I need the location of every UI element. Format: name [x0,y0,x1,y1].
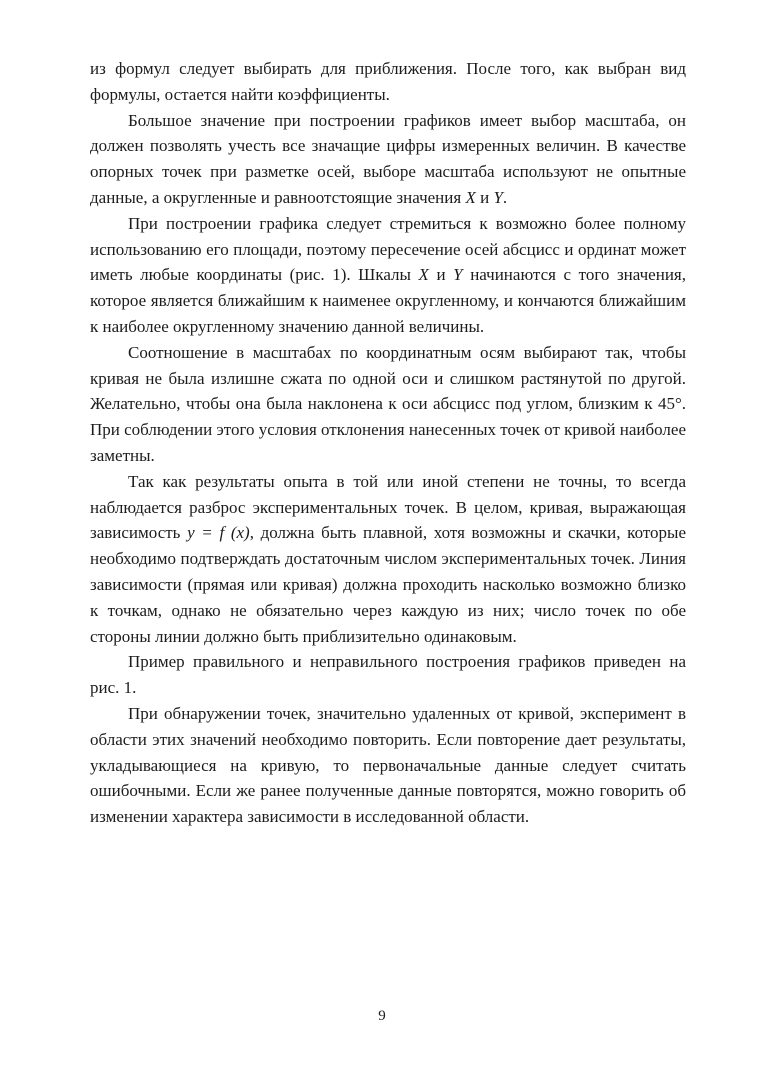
paragraph: Пример правильного и неправильного построения графиков приведен на рис. 1. [90,652,686,698]
paragraph: Большое значение при построении графиков имеет выбор масштаба, он должен позволять учесть все значащие цифры измеренных величин. В качестве опорных точек при разметке осей, выборе масштаба используют не опытные данные, а округленные и равноотстоящие значения X и Y. [90,110,686,207]
page-body-text [90,56,686,830]
paragraph: Так как результаты опыта в той или иной степени не точны, то всегда наблюдается разброс экспериментальных точек. В целом, кривая, выражающая зависимость y = f (x), должна быть плавной, хотя возможны и скачки, которые необходимо подтверждать достаточным числом экспериментальных точек. Линия зависимости (прямая или кривая) должна проходить насколько возможно близко к точкам, однако не обязательно через каждую из них; число точек по обе стороны линии должно быть приблизительно одинаковым. [90,471,687,646]
paragraph: Соотношение в масштабах по координатным осям выбирают так, чтобы кривая не была излишне сжата по одной оси и слишком растянутой по другой. Желательно, чтобы она была наклонена к оси абсцисс под углом, близким к 45°. При соблюдении этого условия отклонения нанесенных точек от кривой наиболее заметны. [90,342,686,465]
paragraph: из формул следует выбирать для приближения. После того, как выбран вид формулы, остается найти коэффициенты. [90,59,686,104]
paragraph: При построении графика следует стремиться к возможно более полному использованию его площади, поэтому пересечение осей абсцисс и ординат может иметь любые координаты (рис. 1). Шкалы X и Y начинаются с того значения, которое является ближайшим к наименее округленному, и кончаются ближайшим к наиболее округленному значению данной величины. [90,213,686,336]
paragraph: При обнаружении точек, значительно удаленных от кривой, эксперимент в области этих значений необходимо повторить. Если повторение дает результаты, укладывающиеся на кривую, то первоначальные данные следует считать ошибочными. Если же ранее полученные данные повторятся, можно говорить об изменении характера зависимости в исследованной области. [90,703,686,827]
page-number: 9 [378,1008,386,1024]
